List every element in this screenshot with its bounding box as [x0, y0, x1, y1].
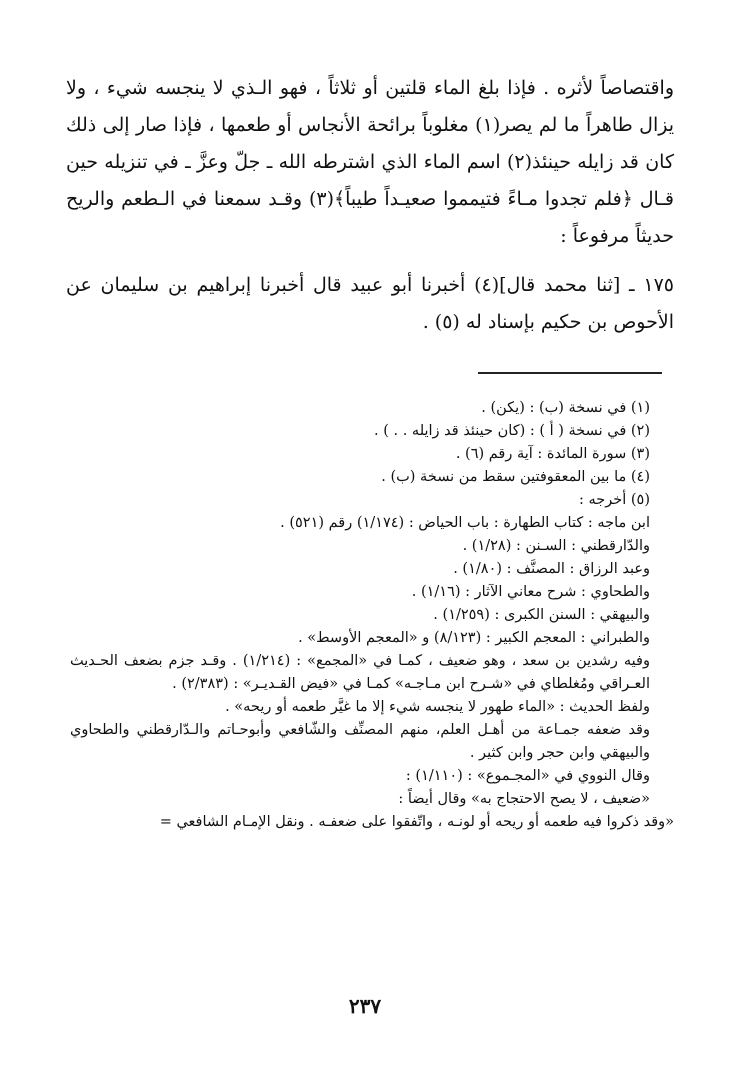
footnote-line: والبيهقي : السنن الكبرى : (١/٢٥٩) .: [433, 607, 650, 623]
footnote-line: «وقد ذكروا فيه طعمه أو ريحه أو لونـه ، واتّفقوا على ضعفـه . ونقل الإمـام الشافعي =: [159, 814, 674, 830]
footnote-line: (٥) أخرجه :: [579, 492, 650, 508]
footnote-line: والطحاوي : شرح معاني الآثار : (١/١٦) .: [411, 584, 650, 600]
footnote-line: (٢) في نسخة ( أ ) : (كان حينئذ قد زايله . . ) .: [374, 423, 650, 439]
footnote-line: «ضعيف ، لا يصح الاحتجاج به» وقال أيضاً :: [398, 791, 650, 807]
footnote-line: (١) في نسخة (ب) : (يكن) .: [481, 400, 650, 416]
main-text: [66, 70, 674, 341]
footnote-line: (٣) سورة المائدة : آية رقم (٦) .: [455, 446, 650, 462]
footnote-line: وقال النووي في «المجـموع» : (١/١١٠) :: [405, 768, 650, 784]
footnote-line: وعبد الرزاق : المصنَّف : (١/٨٠) .: [453, 561, 650, 577]
footnotes: [70, 397, 674, 834]
footnote-line: وقد ضعفه جمـاعة من أهـل العلم، منهم المصنِّف والشّافعي وأبوحـاتم والـدّارقطني والطحاوي والبيهقي وابن حجر وابن كثير .: [70, 722, 650, 761]
footnote-line: وفيه رشدين بن سعد ، وهو ضعيف ، كمـا في «المجمع» : (١/٢١٤) . وقـد جزم بضعف الحـديث العـراقي ومُغلطاي في «شـرح ابن مـاجـه» كمـا في «فيض القـديـر» : (٢/٣٨٣) .: [70, 653, 650, 692]
main-paragraph: واقتصاصاً لأثره . فإذا بلغ الماء قلتين أو ثلاثاً ، فهو الـذي لا ينجسه شيء ، ولا يزال طاهراً ما لم يصر(١) مغلوباً برائحة الأنجاس أو طعمها ، فإذا صار إلى ذلك كان قد زايله حينئذ(٢) اسم الماء الذي اشترطه الله ـ جلّ وعزَّ ـ في تنزيله حين قـال ﴿فلم تجدوا مـاءً فتيمموا صعيـداً طيباً﴾(٣) وقـد سمعنا في الـطعم والريح حديثاً مرفوعاً :: [66, 77, 674, 247]
footnote-line: ولفظ الحديث : «الماء طهور لا ينجسه شيء إلا ما غيَّر طعمه أو ريحه» .: [225, 699, 650, 715]
footnote-line: والطبراني : المعجم الكبير : (٨/١٢٣) و «المعجم الأوسط» .: [298, 630, 650, 646]
page-number: ٢٣٧: [348, 994, 382, 1018]
footnote-separator: [478, 372, 662, 374]
footnote-line: (٤) ما بين المعقوفتين سقط من نسخة (ب) .: [381, 469, 650, 485]
hadith-paragraph: ١٧٥ ـ [ثنا محمد قال](٤) أخبرنا أبو عبيد قال أخبرنا إبراهيم بن سليمان عن الأحوص بن حكيم بإسناد له (٥) .: [66, 274, 674, 333]
footnote-line: والدّارقطني : السـنن : (١/٢٨) .: [462, 538, 650, 554]
footnote-line: ابن ماجه : كتاب الطهارة : باب الحياض : (١/١٧٤) رقم (٥٢١) .: [280, 515, 650, 531]
